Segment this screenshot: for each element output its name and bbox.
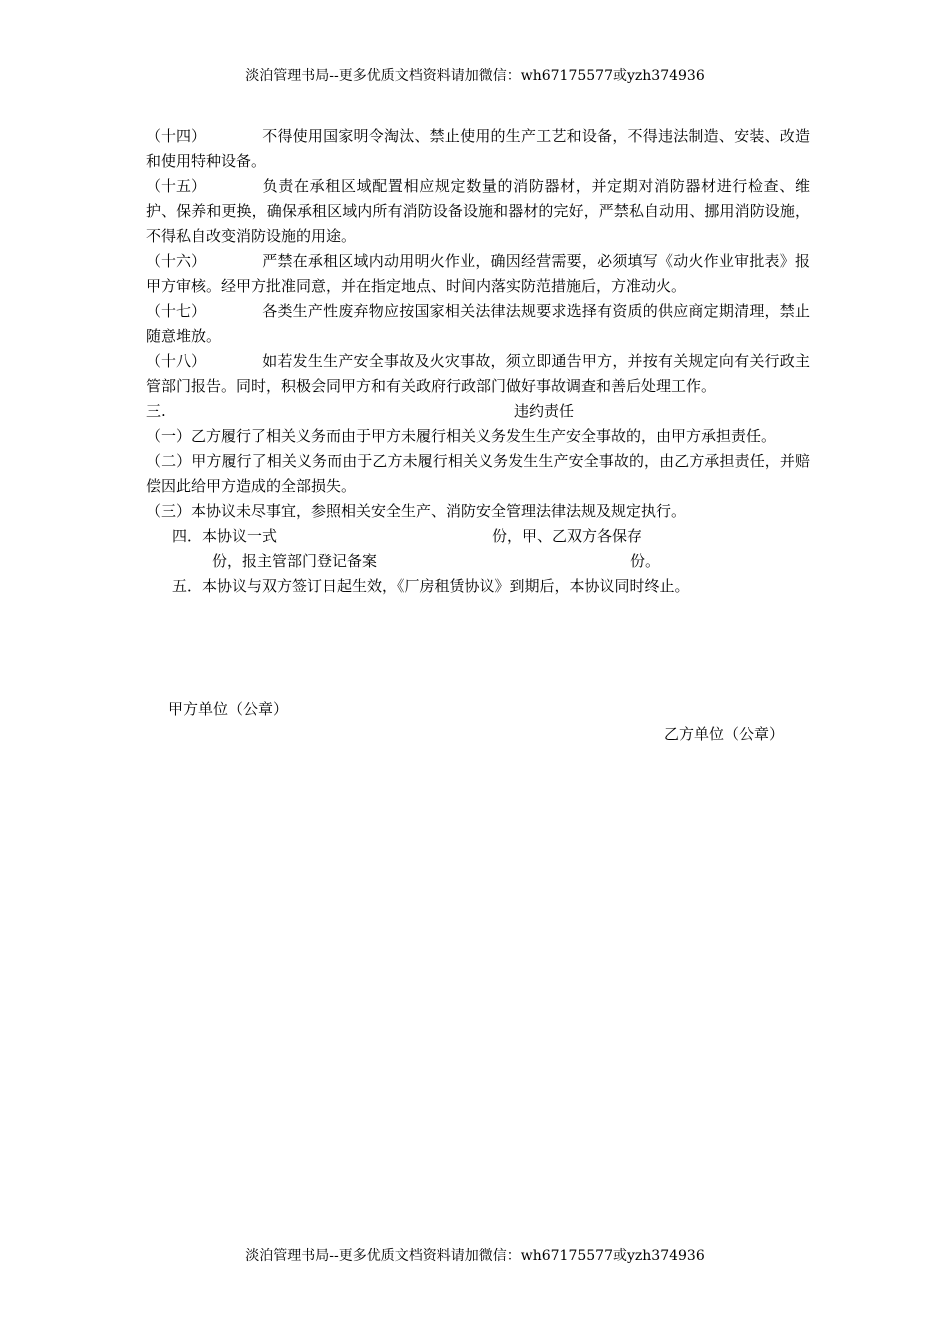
item-4-part-3: 份，报主管部门登记备案 — [212, 552, 378, 570]
clause-17 — [146, 299, 810, 349]
clause-number: （十六） — [146, 252, 207, 270]
document-body — [146, 124, 810, 599]
clause-text: 如若发生生产安全事故及火灾事故，须立即通告甲方，并按有关规定向有关行政主管部门报告。同时，积极会同甲方和有关政府行政部门做好事故调查和善后处理工作。 — [146, 352, 810, 395]
section-title: 违约责任 — [514, 402, 575, 420]
clause-text: 不得使用国家明令淘汰、禁止使用的生产工艺和设备，不得违法制造、安装、改造和使用特种设备。 — [146, 127, 810, 170]
section-number: 三. — [146, 402, 166, 420]
item-4-part-1: 四．本协议一式 — [172, 527, 278, 545]
clause-number: （十八） — [146, 352, 207, 370]
section-heading — [146, 399, 810, 424]
item-5 — [146, 574, 810, 599]
item-4-line-1 — [146, 524, 810, 549]
liability-item: （一）乙方履行了相关义务而由于甲方未履行相关义务发生生产安全事故的，由甲方承担责任。 — [146, 427, 777, 445]
item-4-line-2 — [146, 549, 810, 574]
party-b-seal: 乙方单位（公章） — [664, 725, 785, 743]
liability-item: （二）甲方履行了相关义务而由于乙方未履行相关义务发生生产安全事故的，由乙方承担责任，并赔偿因此给甲方造成的全部损失。 — [146, 452, 810, 495]
clause-16 — [146, 249, 810, 299]
party-a-seal: 甲方单位（公章） — [168, 700, 289, 718]
clause-15 — [146, 174, 810, 249]
clause-number: （十五） — [146, 177, 207, 195]
liability-item: （三）本协议未尽事宜，参照相关安全生产、消防安全管理法律法规及规定执行。 — [146, 502, 687, 520]
item-4-part-2: 份，甲、乙双方各保存 — [492, 527, 643, 545]
page-header: 淡泊管理书局--更多优质文档资料请加微信：wh67175577或yzh374936 — [245, 68, 705, 84]
clause-number: （十七） — [146, 302, 207, 320]
clause-text: 负责在承租区域配置相应规定数量的消防器材，并定期对消防器材进行检查、维护、保养和更换，确保承租区域内所有消防设备设施和器材的完好，严禁私自动用、挪用消防设施，不得私自改变消防设施的用途。 — [146, 177, 810, 245]
clause-18 — [146, 349, 810, 399]
clause-text: 严禁在承租区域内动用明火作业，确因经营需要，必须填写《动火作业审批表》报甲方审核。经甲方批准同意，并在指定地点、时间内落实防范措施后，方准动火。 — [146, 252, 810, 295]
item-4-part-4: 份。 — [630, 552, 661, 570]
clause-number: （十四） — [146, 127, 207, 145]
page-footer: 淡泊管理书局--更多优质文档资料请加微信：wh67175577或yzh374936 — [245, 1248, 705, 1264]
clause-14 — [146, 124, 810, 174]
clause-text: 各类生产性废弃物应按国家相关法律法规要求选择有资质的供应商定期清理，禁止随意堆放。 — [146, 302, 810, 345]
item-5-text: 五．本协议与双方签订日起生效，《厂房租赁协议》到期后，本协议同时终止。 — [172, 577, 690, 595]
